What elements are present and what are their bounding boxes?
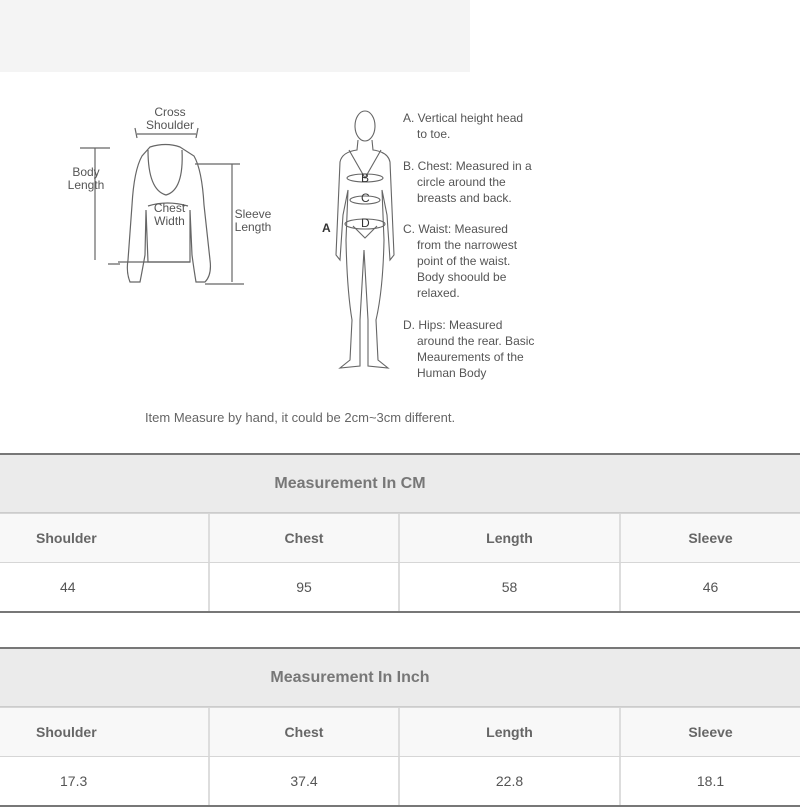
sleeve-length-label: Sleeve Length [234,207,272,234]
value-cell: 17.3 [0,757,210,805]
value-cell: 46 [702,579,719,595]
cross-shoulder-label: Cross Shoulder [145,105,195,132]
value-cell: 18.1 [696,773,725,789]
header-cell: Chest [210,514,400,562]
table-title: Measurement In Inch [0,649,800,707]
table-header-row [0,707,800,756]
table-title: Measurement In CM [0,455,800,513]
header-cell: Chest [210,708,400,756]
legend-line: D. Hips: Measured [403,318,503,332]
value-cell: 95 [210,563,400,611]
legend-line: B. Chest: Measured in a [403,159,532,173]
legend-a [403,110,543,142]
legend-text: circle around the breasts and back. [417,175,512,205]
legend-d [403,317,543,381]
top-banner [0,0,470,72]
body-label-d: D [361,216,370,230]
table-row [0,756,800,805]
chest-width-label: Chest Width [153,201,186,228]
legend-text: to toe. [417,127,451,141]
value-cell: 22.8 [400,757,621,805]
legend-line: A. Vertical height head [403,111,524,125]
table-header-row [0,513,800,562]
cm-table [0,453,800,613]
legend-text: from the narrowest point of the waist. Body shoould be relaxed. [417,238,518,300]
legend-c [403,221,543,301]
value-cell: 44 [0,563,210,611]
body-length-label: Body Length [67,165,105,192]
value-cell: 58 [400,563,621,611]
table-row [0,562,800,611]
header-cell: Sleeve [688,530,733,546]
header-cell: Shoulder [0,708,210,756]
inch-table [0,647,800,807]
value-cell: 37.4 [210,757,400,805]
legend-b [403,158,543,206]
legend-line: C. Waist: Measured [403,222,508,236]
measure-note: Item Measure by hand, it could be 2cm~3cm different. [144,410,456,425]
header-cell: Length [400,708,621,756]
body-label-c: C [361,191,370,205]
body-label-a: A [322,221,331,235]
legend-text: around the rear. Basic Meaurements of the Human Body [417,334,535,380]
header-cell: Shoulder [0,514,210,562]
body-label-b: B [361,171,370,185]
header-cell: Length [400,514,621,562]
body-diagram [325,105,405,375]
header-cell: Sleeve [688,724,733,740]
